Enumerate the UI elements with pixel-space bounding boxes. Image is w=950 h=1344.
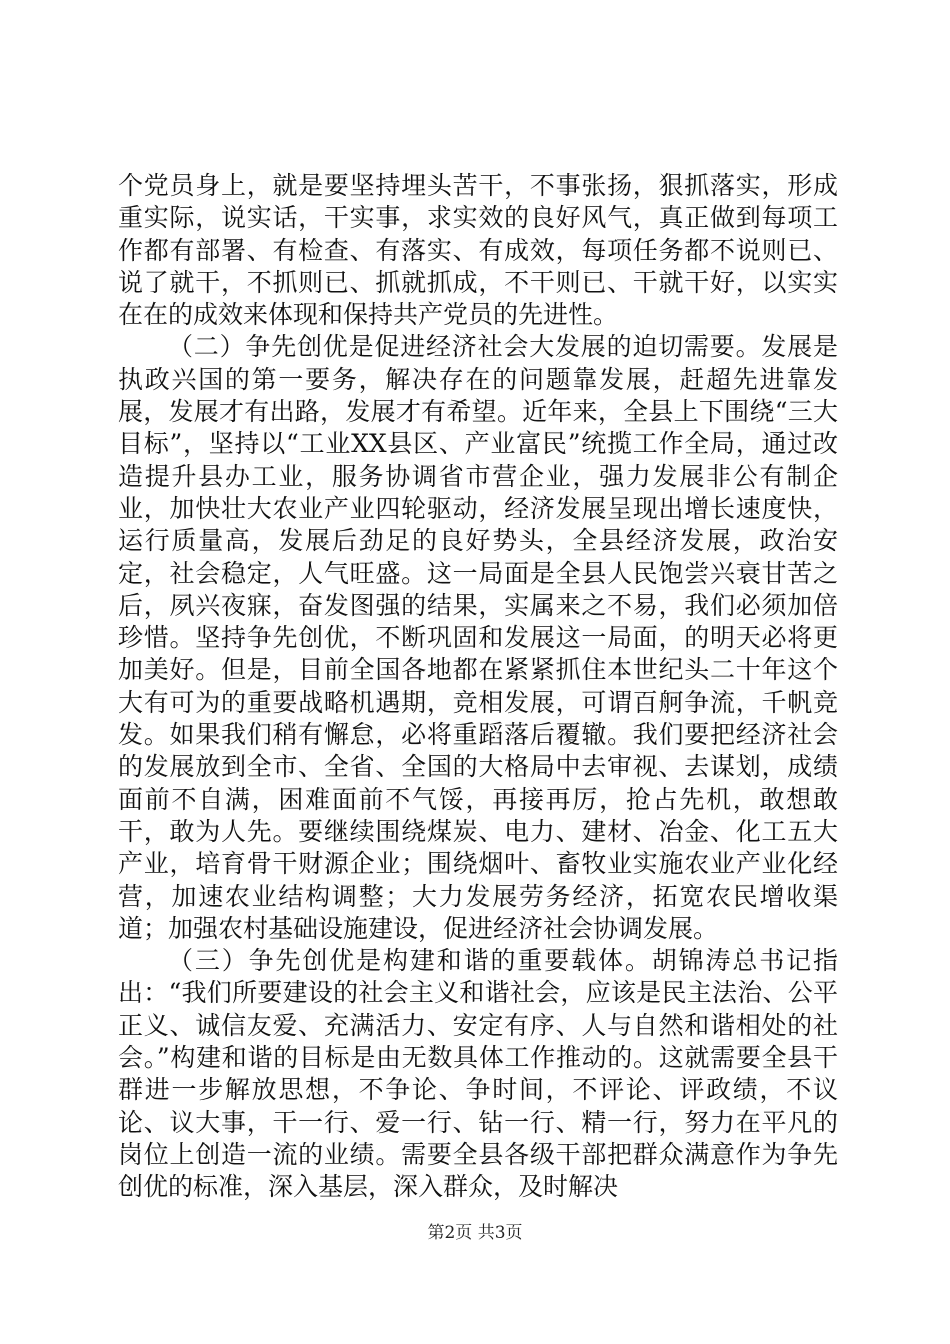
body-text (118, 170, 838, 1204)
paragraph-continuation: 个党员身上，就是要坚持埋头苦干，不事张扬，狠抓落实，形成重实际，说实话，干实事，求实效的良好风气，真正做到每项工作都有部署、有检查、有落实、有成效，每项任务都不说则已、说了就干，不抓则已、抓就抓成，不干则已、干就干好，以实实在在的成效来体现和保持共产党员的先进性。 (118, 171, 838, 330)
paragraph-section-three: （三）争先创优是构建和谐的重要载体。胡锦涛总书记指出：“我们所要建设的社会主义和谐社会，应该是民主法治、公平正义、诚信友爱、充满活力、安定有序、人与自然和谐相处的社会。”构建和谐的目标是由无数具体工作推动的。这就需要全县干群进一步解放思想，不争论、争时间，不评论、评政绩，不议论、议大事，干一行、爱一行、钻一行、精一行，努力在平凡的岗位上创造一流的业绩。需要全县各级干部把群众满意作为争先创优的标准，深入基层，深入群众，及时解决 (118, 946, 838, 1202)
page-number: 第2页 共3页 (427, 1223, 523, 1243)
paragraph-section-two: （二）争先创优是促进经济社会大发展的迫切需要。发展是执政兴国的第一要务，解决存在的问题靠发展，赶超先进靠发展，发展才有出路，发展才有希望。近年来，全县上下围绕“三大目标”，坚持以“工业XX县区、产业富民”统揽工作全局，通过改造提升县办工业，服务协调省市营企业，强力发展非公有制企业，加快壮大农业产业四轮驱动，经济发展呈现出增长速度快，运行质量高，发展后劲足的良好势头，全县经济发展，政治安定，社会稳定，人气旺盛。这一局面是全县人民饱尝兴衰甘苦之后，夙兴夜寐，奋发图强的结果，实属来之不易，我们必须加倍珍惜。坚持争先创优，不断巩固和发展这一局面，的明天必将更加美好。但是，目前全国各地都在紧紧抓住本世纪头二十年这个大有可为的重要战略机遇期，竞相发展，可谓百舸争流，千帆竞发。如果我们稍有懈怠，必将重蹈落后覆辙。我们要把经济社会的发展放到全市、全省、全国的大格局中去审视、去谋划，成绩面前不自满，困难面前不气馁，再接再厉，抢占先机，敢想敢干，敢为人先。要继续围绕煤炭、电力、建材、冶金、化工五大产业，培育骨干财源企业；围绕烟叶、畜牧业实施农业产业化经营，加速农业结构调整；大力发展劳务经济，拓宽农民增收渠道；加强农村基础设施建设，促进经济社会协调发展。 (118, 332, 838, 943)
